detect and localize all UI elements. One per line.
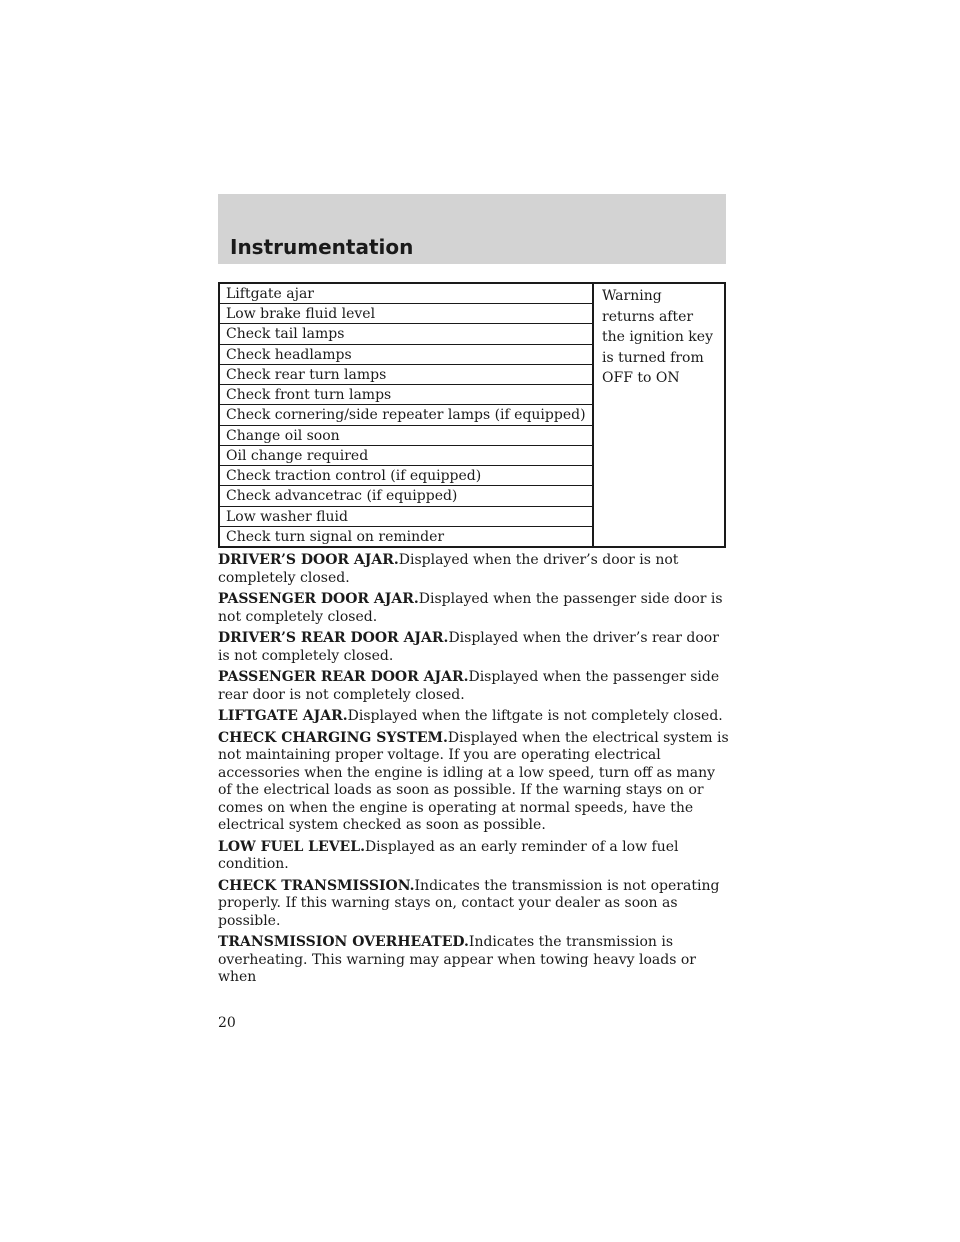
warning-row: Low washer fluid bbox=[220, 507, 592, 527]
term: LOW FUEL LEVEL. bbox=[218, 838, 365, 855]
description: Displayed as an early reminder of a low fuel condition. bbox=[218, 838, 679, 872]
warning-row: Change oil soon bbox=[220, 426, 592, 446]
warning-table bbox=[218, 282, 726, 548]
warning-row: Check traction control (if equipped) bbox=[220, 466, 592, 486]
paragraph-passenger-rear-door-ajar bbox=[218, 669, 730, 704]
warning-row: Check front turn lamps bbox=[220, 385, 592, 405]
warning-row: Liftgate ajar bbox=[220, 284, 592, 304]
warning-row: Check tail lamps bbox=[220, 324, 592, 344]
description: Indicates the transmission is not operating properly. If this warning stays on, contact your dealer as soon as possible. bbox=[218, 877, 720, 929]
warning-row: Oil change required bbox=[220, 446, 592, 466]
term: PASSENGER REAR DOOR AJAR. bbox=[218, 669, 469, 685]
paragraph-low-fuel-level bbox=[218, 839, 730, 874]
description: Indicates the transmission is overheating. This warning may appear when towing heavy loads or when bbox=[218, 934, 696, 985]
term: CHECK CHARGING SYSTEM. bbox=[218, 729, 448, 746]
description: Displayed when the electrical system is not maintaining proper voltage. If you are operating electrical accessories when the engine is idling at a low speed, turn off as many of the electrical loads as soon as possible. If the warning stays on or comes on when the engine is operating at normal speeds, have the electrical system checked as soon as possible. bbox=[218, 729, 729, 833]
body-text bbox=[218, 552, 730, 991]
paragraph-passenger-door-ajar bbox=[218, 591, 730, 626]
paragraph-drivers-rear-door-ajar bbox=[218, 630, 730, 665]
paragraph-liftgate-ajar bbox=[218, 708, 730, 726]
description: Displayed when the driver’s rear door is not completely closed. bbox=[218, 630, 719, 664]
warning-row: Low brake fluid level bbox=[220, 304, 592, 324]
section-title: Instrumentation bbox=[230, 235, 414, 259]
warning-row: Check rear turn lamps bbox=[220, 365, 592, 385]
term: DRIVER’S REAR DOOR AJAR. bbox=[218, 630, 449, 646]
description: Displayed when the passenger side rear door is not completely closed. bbox=[218, 669, 720, 703]
term: TRANSMISSION OVERHEATED. bbox=[218, 934, 469, 950]
warning-row: Check turn signal on reminder bbox=[226, 528, 445, 545]
warning-note: Warning returns after the ignition key is turned from OFF to ON bbox=[602, 288, 713, 386]
page-number: 20 bbox=[218, 1015, 236, 1031]
warning-row: Check cornering/side repeater lamps (if equipped) bbox=[220, 405, 592, 425]
term: DRIVER’S DOOR AJAR. bbox=[218, 552, 399, 568]
description: Displayed when the passenger side door is not completely closed. bbox=[218, 591, 723, 625]
paragraph-transmission-overheated bbox=[218, 934, 730, 987]
warning-list bbox=[220, 284, 594, 546]
warning-row: Check advancetrac (if equipped) bbox=[220, 486, 592, 506]
term: CHECK TRANSMISSION. bbox=[218, 877, 415, 894]
paragraph-check-charging-system bbox=[218, 730, 730, 835]
description: Displayed when the liftgate is not completely closed. bbox=[347, 708, 723, 724]
paragraph-check-transmission bbox=[218, 878, 730, 931]
paragraph-drivers-door-ajar bbox=[218, 552, 730, 587]
warning-row: Check headlamps bbox=[220, 345, 592, 365]
section-header bbox=[218, 194, 726, 264]
term: LIFTGATE AJAR. bbox=[218, 708, 348, 724]
term: PASSENGER DOOR AJAR. bbox=[218, 591, 419, 607]
description: Displayed when the driver’s door is not completely closed. bbox=[218, 552, 679, 586]
